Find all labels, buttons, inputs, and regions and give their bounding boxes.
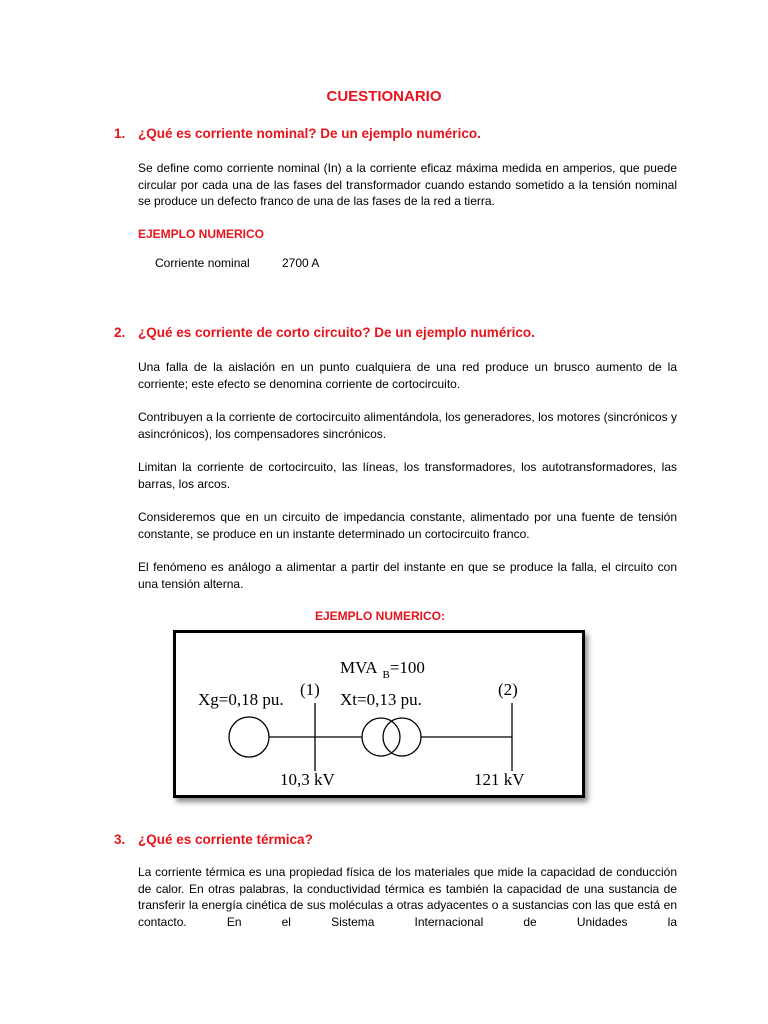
question-1-heading: [114, 126, 481, 141]
question-text: ¿Qué es corriente térmica?: [138, 832, 313, 847]
paragraph: El fenómeno es análogo a alimentar a partir del instante en que se produce la falla, el circuito con una tensión alterna.: [138, 560, 677, 591]
bus-2-label: (2): [498, 680, 518, 699]
mva-base-label: MVA $_B$=100: [340, 658, 425, 681]
paragraph: La corriente térmica es una propiedad física de los materiales que mide la capacidad de conducción de calor. En otras palabras, la conductividad térmica es también la capacidad de una sustancia de transferir la energía cinética de sus moléculas a otras adyacentes o a sustancias con las que está en contacto. En el Sistema Internacional de Unidades la: [138, 865, 677, 929]
bus-2-voltage: 121 kV: [474, 770, 525, 789]
paragraph: Una falla de la aislación en un punto cualquiera de una red produce un brusco aumento de la corriente; este efecto se denomina corriente de cortocircuito.: [138, 360, 677, 391]
single-line-diagram: [173, 630, 585, 798]
example-row: [155, 256, 319, 270]
question-text: ¿Qué es corriente nominal? De un ejemplo numérico.: [138, 126, 481, 141]
paragraph: Contribuyen a la corriente de cortocircuito alimentándola, los generadores, los motores (sincrónicos y asincrónicos), los compensadores sincrónicos.: [138, 410, 677, 441]
transformer-winding-secondary: [383, 718, 421, 756]
document-title: CUESTIONARIO: [326, 88, 442, 105]
question-2-heading: [114, 325, 535, 340]
paragraph: Limitan la corriente de cortocircuito, las líneas, los transformadores, los autotransformadores, las barras, los arcos.: [138, 460, 677, 491]
question-number: 1.: [114, 126, 126, 141]
paragraph: Consideremos que en un circuito de impedancia constante, alimentado por una fuente de tensión constante, se produce en un instante determinado un cortocircuito franco.: [138, 510, 677, 541]
diagram-svg: [176, 633, 582, 795]
generator-symbol: [229, 717, 269, 757]
example-label: EJEMPLO NUMERICO:: [314, 609, 445, 623]
transformer-reactance-label: Xt=0,13 pu.: [340, 690, 422, 709]
transformer-winding-primary: [362, 718, 400, 756]
generator-reactance-label: Xg=0,18 pu.: [198, 690, 284, 709]
question-text: ¿Qué es corriente de corto circuito? De un ejemplo numérico.: [138, 325, 535, 340]
paragraph: Se define como corriente nominal (In) a la corriente eficaz máxima medida en amperios, que puede circular por cada una de las fases del transformador cuando estando sometido a la tensión nominal se produce un defecto franco de una de las fases de la red a tierra.: [138, 161, 677, 208]
bus-1-voltage: 10,3 kV: [280, 770, 335, 789]
example-name: Corriente nominal: [155, 256, 250, 270]
question-3-heading: [114, 832, 313, 847]
example-value: 2700 A: [282, 256, 320, 270]
bus-1-label: (1): [300, 680, 320, 699]
question-number: 2.: [114, 325, 126, 340]
question-number: 3.: [114, 832, 126, 847]
example-label: EJEMPLO NUMERICO: [138, 227, 265, 241]
